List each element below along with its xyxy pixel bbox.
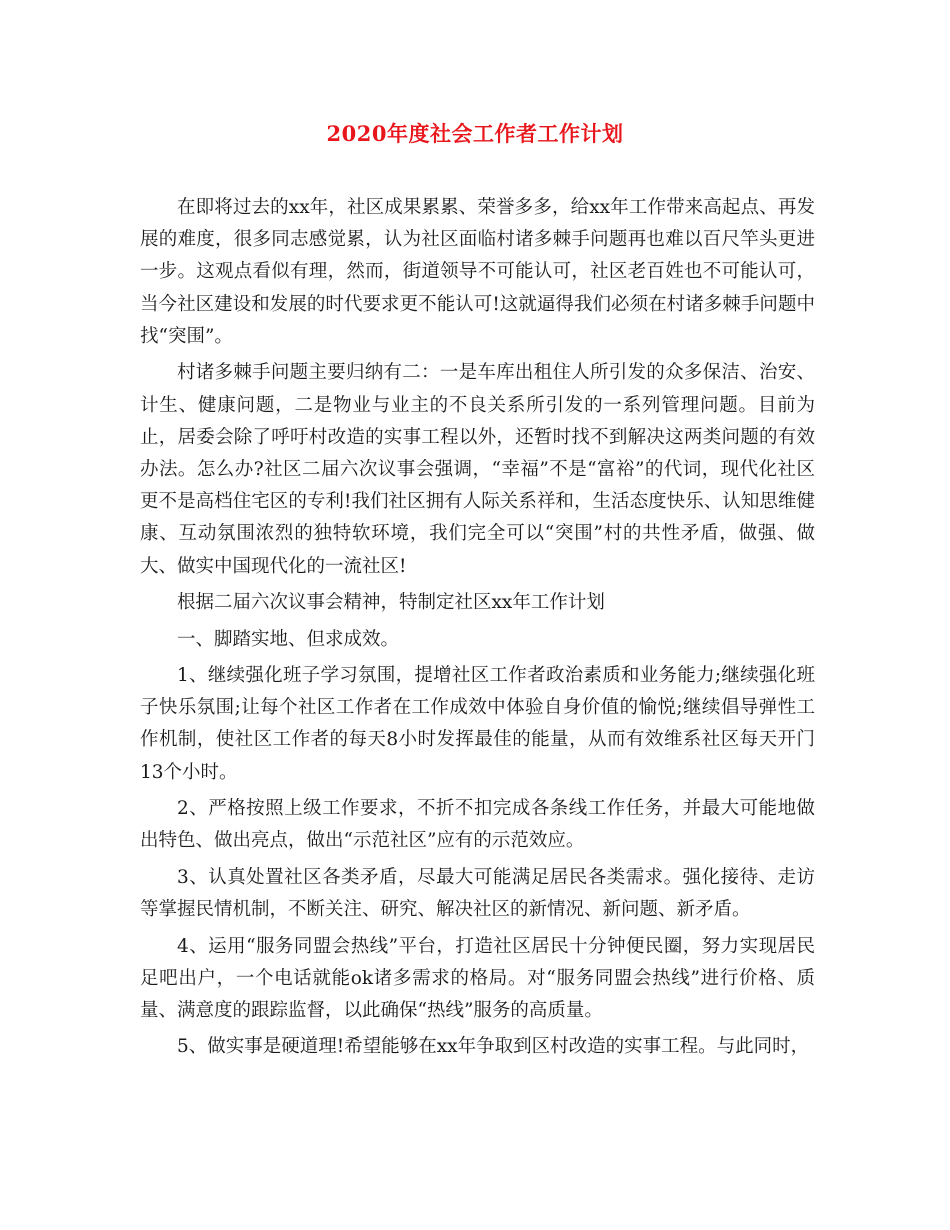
paragraph: 在即将过去的xx年，社区成果累累、荣誉多多，给xx年工作带来高起点、再发展的难度，很多同志感觉累，认为社区面临村诸多棘手问题再也难以百尺竿头更进一步。这观点看似有理，然而，街道领导不可能认可，社区老百姓也不可能认可，当今社区建设和发展的时代要求更不能认可!这就逼得我们必须在村诸多棘手问题中找“突围”。 — [140, 197, 815, 347]
paragraph: 根据二届六次议事会精神，特制定社区xx年工作计划 — [177, 592, 605, 614]
paragraph: 1、继续强化班子学习氛围，提增社区工作者政治素质和业务能力;继续强化班子快乐氛围;让每个社区工作者在工作成效中体验自身价值的愉悦;继续倡导弹性工作机制，使社区工作者的每天8小时发挥最佳的能量，从而有效维系社区每天开门13个小时。 — [140, 665, 815, 783]
document-body — [140, 192, 815, 1068]
paragraph: 2、严格按照上级工作要求，不折不扣完成各条线工作任务，并最大可能地做出特色、做出亮点，做出“示范社区”应有的示范效应。 — [140, 798, 815, 852]
paragraph: 3、认真处置社区各类矛盾，尽最大可能满足居民各类需求。强化接待、走访等掌握民情机制，不断关注、研究、解决社区的新情况、新问题、新矛盾。 — [140, 866, 815, 921]
document-title: 2020年度社会工作者工作计划 — [326, 121, 624, 146]
section-heading: 一、脚踏实地、但求成效。 — [177, 628, 400, 650]
paragraph: 5、做实事是硬道理!希望能够在xx年争取到区村改造的实事工程。与此同时， — [177, 1036, 810, 1058]
paragraph: 村诸多棘手问题主要归纳有二：一是车库出租住人所引发的众多保洁、治安、计生、健康问题，二是物业与业主的不良关系所引发的一系列管理问题。目前为止，居委会除了呼吁村改造的实事工程以外，还暂时找不到解决这两类问题的有效办法。怎么办?社区二届六次议事会强调，“幸福”不是“富裕”的代词，现代化社区更不是高档住宅区的专利!我们社区拥有人际关系祥和，生活态度快乐、认知思维健康、互动氛围浓烈的独特软环境，我们完全可以“突围”村的共性矛盾，做强、做大、做实中国现代化的一流社区! — [140, 362, 815, 577]
paragraph: 4、运用“服务同盟会热线”平台，打造社区居民十分钟便民圈，努力实现居民足吧出户，一个电话就能ok诸多需求的格局。对“服务同盟会热线”进行价格、质量、满意度的跟踪监督，以此确保“热线”服务的高质量。 — [140, 935, 815, 1021]
